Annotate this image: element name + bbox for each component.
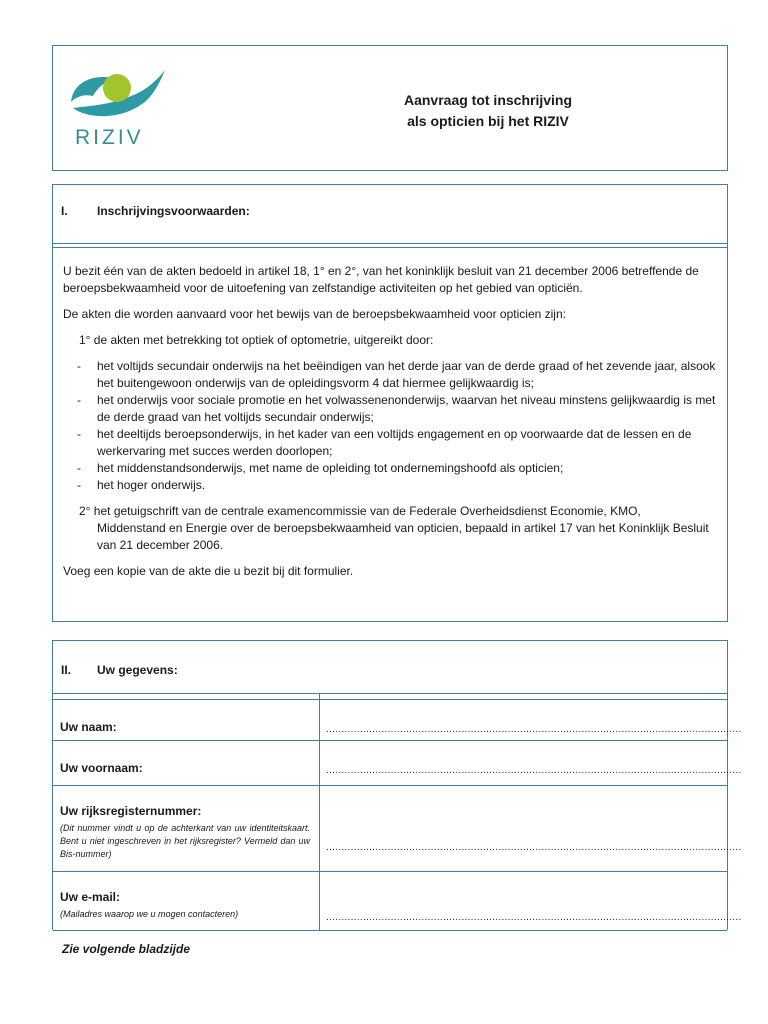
riziv-logo xyxy=(69,64,169,154)
name-label: Uw naam: xyxy=(60,720,117,734)
rrn-label: Uw rijksregisternummer: xyxy=(60,804,202,818)
section-1-header xyxy=(53,185,727,244)
section-1-divider xyxy=(53,247,727,248)
section-details xyxy=(52,640,742,930)
closing-paragraph: Voeg een kopie van de akte die u bezit bij dit formulier. xyxy=(63,564,354,578)
intro-paragraph: U bezit één van de akten bedoeld in artikel 18, 1° en 2°, van het koninklijk besluit van 21 december 2006 betreffende de beroepsbekwaamheid voor de uitoefening van zelfstandige activiteiten op het gebied van opticiën. xyxy=(63,264,699,295)
firstname-field[interactable]: ....................................................................................................................................... xyxy=(326,765,742,776)
list-item: - het hoger onderwijs. xyxy=(63,477,723,494)
firstname-label: Uw voornaam: xyxy=(60,761,143,775)
title-line-1: Aanvraag tot inschrijving xyxy=(403,92,573,108)
accepted-paragraph: De akten die worden aanvaard voor het bewijs van de beroepsbekwaamheid voor opticien zijn: xyxy=(63,307,566,321)
list-item: - het voltijds secundair onderwijs na het beëindigen van het derde jaar van de derde graad of het zevende jaar, alsook het buitengewoon onderwijs van de opleidingsvorm 4 dat hiermee gelijkwaardig is; xyxy=(63,358,723,392)
header-box xyxy=(52,45,728,171)
email-row xyxy=(53,871,742,931)
email-field[interactable]: ....................................................................................................................................... xyxy=(326,912,742,923)
spacer-row xyxy=(53,693,727,694)
next-page-note: Zie volgende bladzijde xyxy=(62,942,191,956)
section-2-title: Uw gegevens: xyxy=(97,663,178,677)
point-1: 1° de akten met betrekking tot optiek of optometrie, uitgereikt door: xyxy=(79,333,434,347)
section-1-body xyxy=(63,263,723,589)
section-2-number: II. xyxy=(61,663,72,677)
page-title xyxy=(343,90,633,132)
list-item: - het onderwijs voor sociale promotie en het volwassenenonderwijs, waarvan het niveau minstens gelijkwaardig is met de derde graad van het voltijds secundair onderwijs; xyxy=(63,392,723,426)
section-conditions xyxy=(52,184,728,622)
rrn-row xyxy=(53,785,742,872)
point-2 xyxy=(63,503,723,554)
point-2-first: 2° het getuigschrift van de centrale examencommissie van de Federale Overheidsdienst Economie, KMO, xyxy=(79,504,641,518)
riziv-logo-icon xyxy=(69,64,169,126)
section-1-number: I. xyxy=(61,204,68,218)
name-row xyxy=(53,699,742,742)
education-list xyxy=(63,358,723,494)
logo-text: RIZIV xyxy=(75,126,144,149)
rrn-note: (Dit nummer vindt u op de achterkant van uw identiteitskaart. Bent u niet ingeschreven in het rijksregister? Vermeld dan uw Bis-nummer) xyxy=(60,823,310,859)
rrn-field[interactable]: ....................................................................................................................................... xyxy=(326,842,742,853)
section-1-title: Inschrijvingsvoorwaarden: xyxy=(97,204,250,218)
email-label: Uw e-mail: xyxy=(60,890,121,904)
list-item: - het deeltijds beroepsonderwijs, in het kader van een voltijds engagement en op voorwaarde dat de lessen en de werkervaring met succes werden doorlopen; xyxy=(63,426,723,460)
name-field[interactable]: ....................................................................................................................................... xyxy=(326,724,742,735)
list-item: - het middenstandsonderwijs, met name de opleiding tot ondernemingshoofd als opticien; xyxy=(63,460,723,477)
firstname-row xyxy=(53,740,742,785)
title-line-2: als opticien bij het RIZIV xyxy=(407,113,569,129)
email-note: (Mailadres waarop we u mogen contacteren) xyxy=(60,909,239,919)
point-2-rest: Middenstand en Energie over de beroepsbekwaamheid van opticien, bepaald in artikel 17 van het Koninklijk Besluit van 21 december 2006. xyxy=(97,521,709,552)
